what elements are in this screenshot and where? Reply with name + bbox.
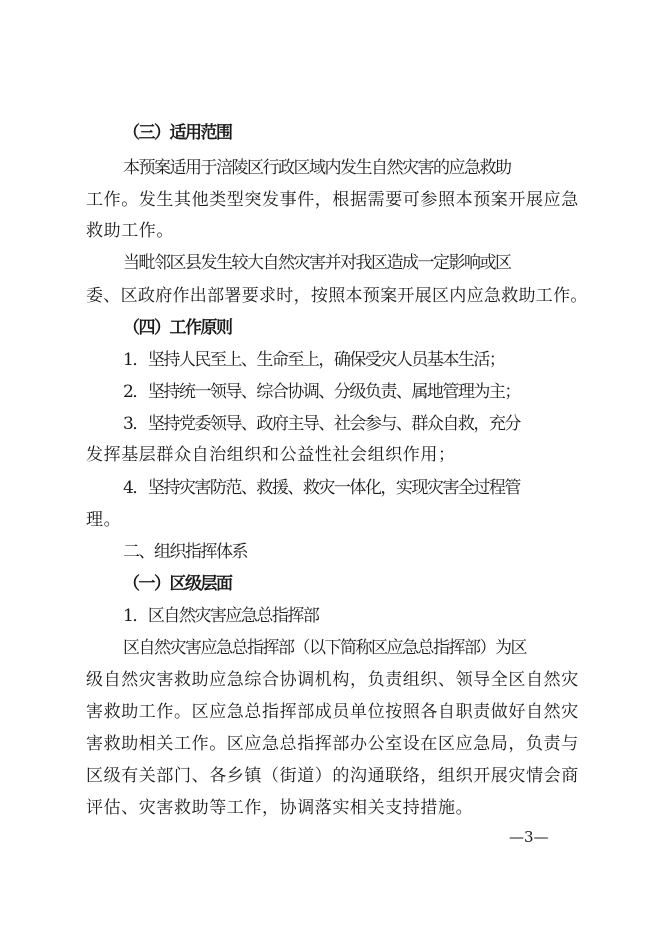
paragraph-line: 评估、灾害救助等工作，协调落实相关支持措施。 (86, 798, 474, 818)
paragraph-line: 区自然灾害应急总指挥部（以下简称区应急总指挥部）为区 (123, 638, 526, 658)
paragraph-line: 理。 (86, 510, 122, 530)
paragraph-line: 工作。发生其他类型突发事件，根据需要可参照本预案开展应急 (86, 190, 579, 210)
paragraph-line: 本预案适用于涪陵区行政区域内发生自然灾害的应急救助 (123, 158, 511, 178)
paragraph-line: 当毗邻区县发生较大自然灾害并对我区造成一定影响或区 (123, 253, 511, 273)
page-number: —3— (509, 828, 549, 846)
list-item: 2．坚持统一领导、综合协调、分级负责、属地管理为主； (123, 382, 520, 402)
list-item: 4．坚持灾害防范、救援、救灾一体化，实现灾害全过程管 (123, 478, 520, 498)
paragraph-line: 级自然灾害救助应急综合协调机构，负责组织、领导全区自然灾 (86, 670, 579, 690)
heading-scope: （三）适用范围 (123, 123, 232, 143)
subheading-headquarters: 1．区自然灾害应急总指挥部 (123, 606, 319, 626)
list-item: 1．坚持人民至上、生命至上，确保受灾人员基本生活； (123, 350, 505, 370)
paragraph-line: 害救助工作。区应急总指挥部成员单位按照各自职责做好自然灾 (86, 702, 579, 722)
paragraph-line: 救助工作。 (86, 221, 174, 241)
heading-district-level: （一）区级层面 (123, 574, 232, 594)
heading-principles: （四）工作原则 (123, 318, 232, 338)
list-item: 3．坚持党委领导、政府主导、社会参与、群众自救，充分 (123, 414, 520, 434)
paragraph-line: 区级有关部门、各乡镇（街道）的沟通联络，组织开展灾情会商 (86, 766, 579, 786)
paragraph-line: 害救助相关工作。区应急总指挥部办公室设在区应急局，负责与 (86, 734, 579, 754)
paragraph-line: 委、区政府作出部署要求时，按照本预案开展区内应急救助工作。 (86, 286, 588, 306)
section-heading-command-system: 二、组织指挥体系 (123, 542, 247, 562)
paragraph-line: 发挥基层群众自治组织和公益性社会组织作用； (86, 445, 456, 465)
